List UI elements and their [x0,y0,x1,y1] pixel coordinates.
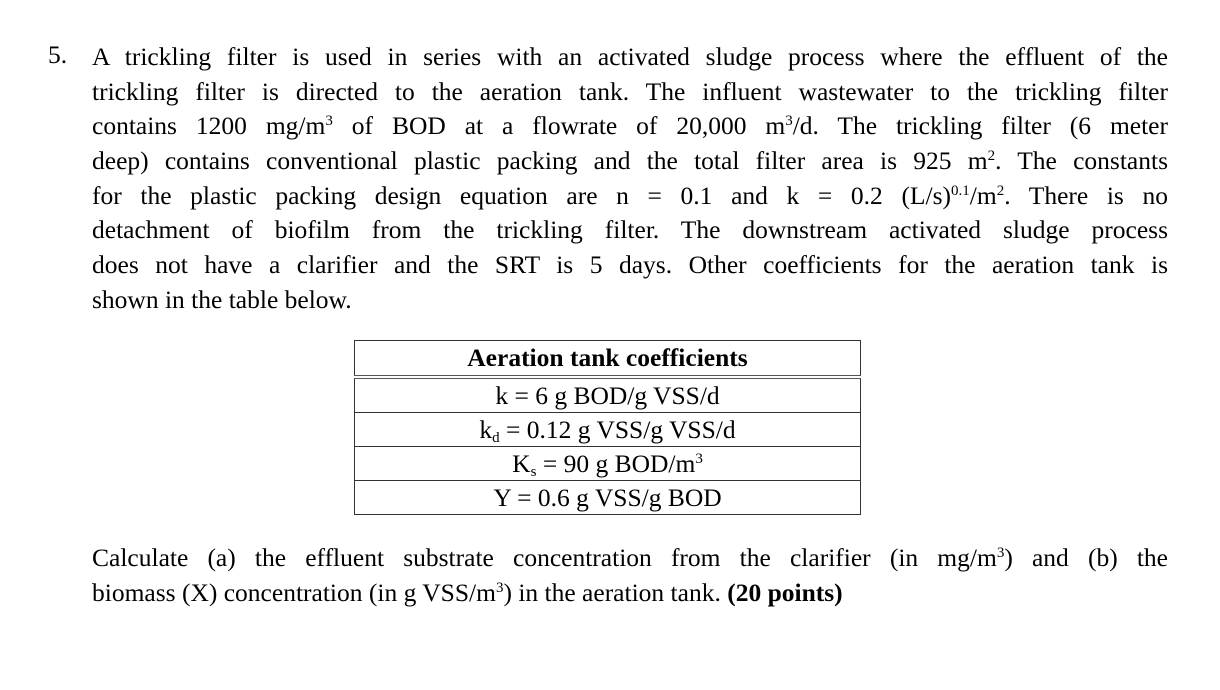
table-row [355,413,861,447]
table-header-row [355,341,861,378]
paragraph-line [92,248,1168,283]
text-segment: detachment of biofilm from the trickling filter. The downstream activated sludge process [92,215,1168,245]
text-segment: K [512,448,531,478]
text-segment: A trickling filter is used in series with an activated sludge process where the effluent of the [92,42,1168,71]
question-text [92,541,1168,610]
paragraph-line [92,40,1168,75]
text-segment: trickling filter is directed to the aeration tank. The influent wastewater to the trickling filter [92,76,1168,106]
text-segment: shown in the table below. [92,284,352,314]
text-segment: of BOD at a flowrate of 20,000 m [332,111,786,141]
subscript: s [530,463,537,480]
text-segment: /d. The trickling filter (6 meter [792,111,1168,141]
superscript: 2 [996,182,1005,199]
text-segment: for the plastic packing design equation are n = 0.1 and k = 0.2 (L/s) [92,180,952,210]
question-line [92,541,1168,576]
text-segment: Calculate (a) the effluent substrate concentration from the clarifier (in mg/m [92,543,997,572]
problem-statement [92,40,1168,318]
coefficient-cell [355,447,861,481]
text-segment: /m [969,180,997,210]
coefficient-cell [355,413,861,447]
table-row [355,447,861,481]
problem-number: 5. [48,40,68,69]
text-segment: ) in the aeration tank. [503,577,728,607]
subscript: d [492,429,500,446]
text-segment: deep) contains conventional plastic packing and the total filter area is 925 m [92,146,988,176]
superscript: 3 [695,450,703,467]
superscript: 3 [325,113,333,130]
text-segment: ) and (b) the [1004,543,1169,572]
text-segment: contains 1200 mg/m [92,111,326,141]
text-segment: does not have a clarifier and the SRT is 5 days. Other coefficients for the aeration tank is [92,250,1168,280]
text-segment: . The constants [995,146,1168,176]
superscript: 0.1 [951,182,970,199]
text-segment: k = 6 g BOD/g VSS/d [495,380,720,410]
points-label: (20 points) [727,577,843,607]
coefficients-table [354,340,861,515]
text-segment: . There is no [1004,180,1168,210]
superscript: 3 [495,579,504,596]
question-line [92,576,1168,611]
coefficient-cell [355,377,861,413]
paragraph-line [92,75,1168,110]
paragraph-line [92,109,1168,144]
superscript: 3 [785,113,793,130]
text-segment: = 0.12 g VSS/g VSS/d [499,414,736,444]
superscript: 3 [996,545,1005,561]
superscript: 2 [987,148,996,165]
paragraph-line [92,283,1168,318]
text-segment: k [479,414,493,444]
paragraph-line [92,213,1168,248]
table-header: Aeration tank coefficients [355,341,861,378]
table-row [355,377,861,413]
paragraph-line [92,179,1168,214]
text-segment: = 90 g BOD/m [536,448,696,478]
text-segment: Y = 0.6 g VSS/g BOD [493,482,722,512]
coefficient-cell [355,481,861,515]
text-segment: biomass (X) concentration (in g VSS/m [92,577,496,607]
paragraph-line [92,144,1168,179]
table-row [355,481,861,515]
